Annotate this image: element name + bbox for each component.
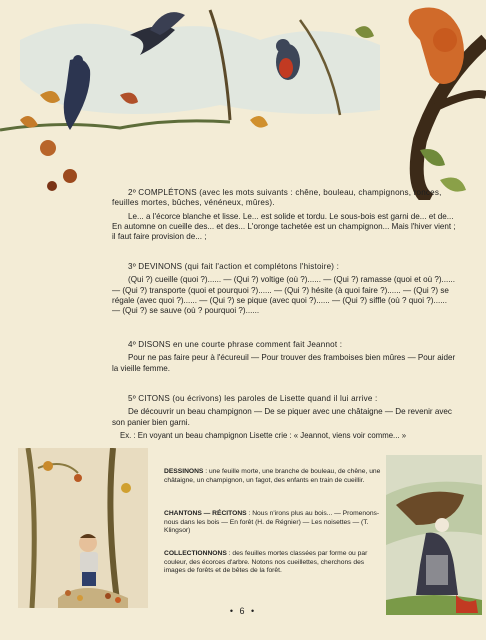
- dessinons-label: DESSINONS: [164, 468, 204, 475]
- exercise-3-heading: 3º DEVINONS (qui fait l'action et complétons l'histoire) :: [128, 262, 340, 271]
- exercise-4-text: Pour ne pas faire peur à l'écureuil — Pour trouver des framboises bien mûres — Pour aider la vieille femme.: [112, 353, 456, 373]
- notes-chantons: [164, 510, 382, 536]
- exercise-3: [112, 262, 457, 316]
- collectionnons-text: : des feuilles mortes classées par forme ou par couleur, des écorces d'arbre. Notons nos cueillettes, cherchons des images de forêts et de bêtes de la forêt.: [164, 550, 368, 575]
- exercise-5: [112, 394, 457, 441]
- child-gathering-leaves-icon: [18, 448, 148, 608]
- page-number: • 6 •: [229, 606, 257, 616]
- chantons-label: CHANTONS — RÉCITONS: [164, 510, 247, 517]
- notes-dessinons: [164, 468, 382, 485]
- exercise-5-example: Ex. : En voyant un beau champignon Lisette crie : « Jeannot, viens voir comme... »: [120, 430, 407, 440]
- exercise-4-heading: 4º DISONS en une courte phrase comment fait Jeannot :: [128, 340, 343, 349]
- exercise-4: [112, 340, 457, 374]
- notes-collectionnons: [164, 550, 382, 576]
- chantons-text: : Nous n'irons plus au bois... — Promenons-nous dans les bois — En forêt (H. de Régnier) — Les noisettes — (T. Klingsor): [164, 510, 380, 535]
- woodland-birds-squirrel-icon: [0, 0, 486, 200]
- exercise-2-text: Le... a l'écorce blanche et lisse. Le... est solide et tordu. Le sous-bois est garni de... et de... En automne on cueille des... et des... L'oronge tachetée est un champignon... Mais l'hiver vient ; il faut faire provision de... ;: [112, 211, 456, 242]
- exercise-5-heading: 5º CITONS (ou écrivons) les paroles de Lisette quand il lui arrive :: [128, 394, 378, 403]
- exercise-2: [112, 188, 457, 242]
- exercise-5-text: De découvrir un beau champignon — De se piquer avec une châtaigne — De revenir avec son panier bien garni.: [112, 407, 452, 427]
- exercise-2-heading: 2º COMPLÉTONS (avec les mots suivants : chêne, bouleau, champignons, ronces, feuilles mortes, bûches, vénéneux, mûres).: [112, 188, 442, 208]
- collectionnons-label: COLLECTIONNONS: [164, 550, 227, 557]
- woman-carrying-wood-icon: [386, 455, 482, 615]
- dessinons-text: : une feuille morte, une branche de bouleau, de chêne, une châtaigne, un champignon, un fagot, des enfants en train de cueillir.: [164, 468, 381, 484]
- exercise-3-text: (Qui ?) cueille (quoi ?)...... — (Qui ?) voltige (où ?)...... — (Qui ?) ramasse (quoi et où ?)...... — (Qui ?) transporte (quoi et pourquoi ?)...... — (Qui ?) hésite (à quoi faire ?)...... — (Qui ?) se régale (avec quoi ?)...... — (Qui ?) se pique (avec quoi ?)...... — (Qui ?) siffle (où ? quoi ?)...... — (Qui ?) se sauve (où ? pourquoi ?)......: [112, 275, 456, 316]
